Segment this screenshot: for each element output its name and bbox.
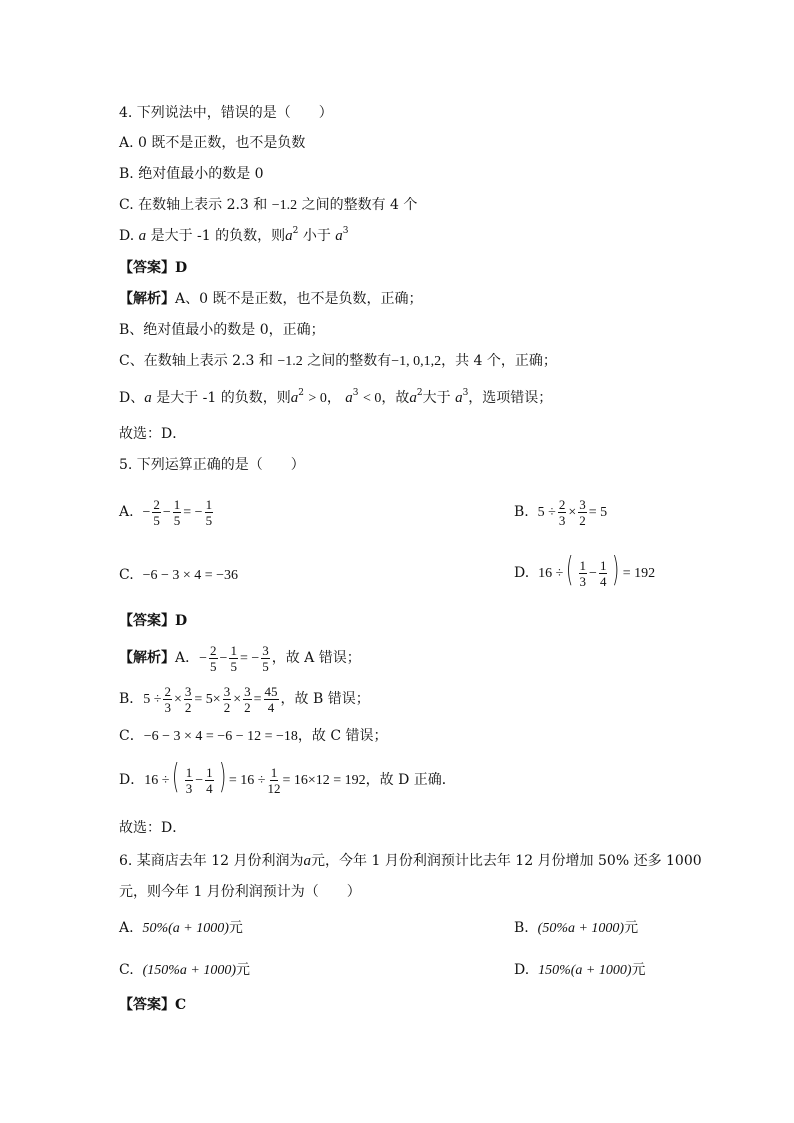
q6-answer: 【答案】C — [119, 997, 187, 1013]
q6-stem-line1: 6. 某商店去年 12 月份利润为a元，今年 1 月份利润预计比去年 12 月份增加 50% 还多 1000 — [119, 853, 702, 869]
q4-analysis-a: 【解析】A、0 既不是正数，也不是负数，正确； — [119, 291, 423, 307]
q5-conclusion: 故选：D． — [119, 820, 187, 836]
q5-analysis-a: 【解析】A．− $\frac{2}{5}$ − $\frac{1}{5}$ = − $\frac{3}{5}$ ，故 A 错误； — [119, 642, 361, 674]
q5-analysis-c: C．−6 − 3 × 4 = −6 − 12 = −18，故 C 错误； — [119, 728, 388, 744]
q4-answer: 【答案】D — [119, 260, 188, 276]
q5-option-c: C. −6 − 3 × 4 = −36 — [119, 567, 239, 583]
q5-answer: 【答案】D — [119, 613, 188, 629]
q4-stem: 4. 下列说法中，错误的是（ ） — [119, 105, 333, 121]
q4-option-a: A. 0 既不是正数，也不是负数 — [119, 135, 306, 151]
q4-conclusion: 故选：D． — [119, 426, 187, 442]
q6-option-b: B. (50%a + 1000)元 — [514, 920, 639, 936]
q4-analysis-b: B、绝对值最小的数是 0，正确； — [119, 322, 325, 338]
q5-analysis-d: D．16 ÷( $\frac{1}{3}$ − $\frac{1}{4}$ ) = 16 ÷ $\frac{1}{12}$ = 16×12 = 192，故 D 正确． — [119, 757, 456, 797]
q4-option-c: C. 在数轴上表示 2.3 和 −1.2 之间的整数有 4 个 — [119, 197, 418, 213]
q5-stem: 5. 下列运算正确的是（ ） — [119, 457, 305, 473]
q6-stem-line2: 元，则今年 1 月份利润预计为（ ） — [119, 884, 361, 900]
q5-option-a: A. − $\frac{2}{5}$ − $\frac{1}{5}$ = − $\frac{1}{5}$ — [119, 496, 213, 528]
q4-analysis-d: D、a 是大于 -1 的负数，则$a^2 > 0$， $a^3 < 0$，故$a^2$大于 $a^3$，选项错误； — [119, 388, 553, 406]
q5-analysis-b: B．5 ÷ $\frac{2}{3}$ × $\frac{3}{2}$ = 5× $\frac{3}{2}$ × $\frac{3}{2}$ = $\frac{45}{4}$ ，故 B 错误； — [119, 683, 370, 715]
q6-option-c: C. (150%a + 1000)元 — [119, 962, 251, 978]
q5-option-b: B. 5 ÷ $\frac{2}{3}$ × $\frac{3}{2}$ = 5 — [514, 496, 608, 528]
q4-option-d: D. a 是大于 -1 的负数，则$a^2$ 小于 $a^3$ — [119, 226, 349, 244]
q4-option-b: B. 绝对值最小的数是 0 — [119, 166, 264, 182]
q6-option-a: A. 50%(a + 1000)元 — [119, 920, 243, 936]
q6-option-d: D. 150%(a + 1000)元 — [514, 962, 646, 978]
q4-analysis-c: C、在数轴上表示 2.3 和 −1.2 之间的整数有−1, 0,1,2，共 4 个，正确； — [119, 353, 557, 369]
q5-option-d: D. 16 ÷( $\frac{1}{3}$ − $\frac{1}{4}$ ) = 192 — [514, 550, 656, 590]
